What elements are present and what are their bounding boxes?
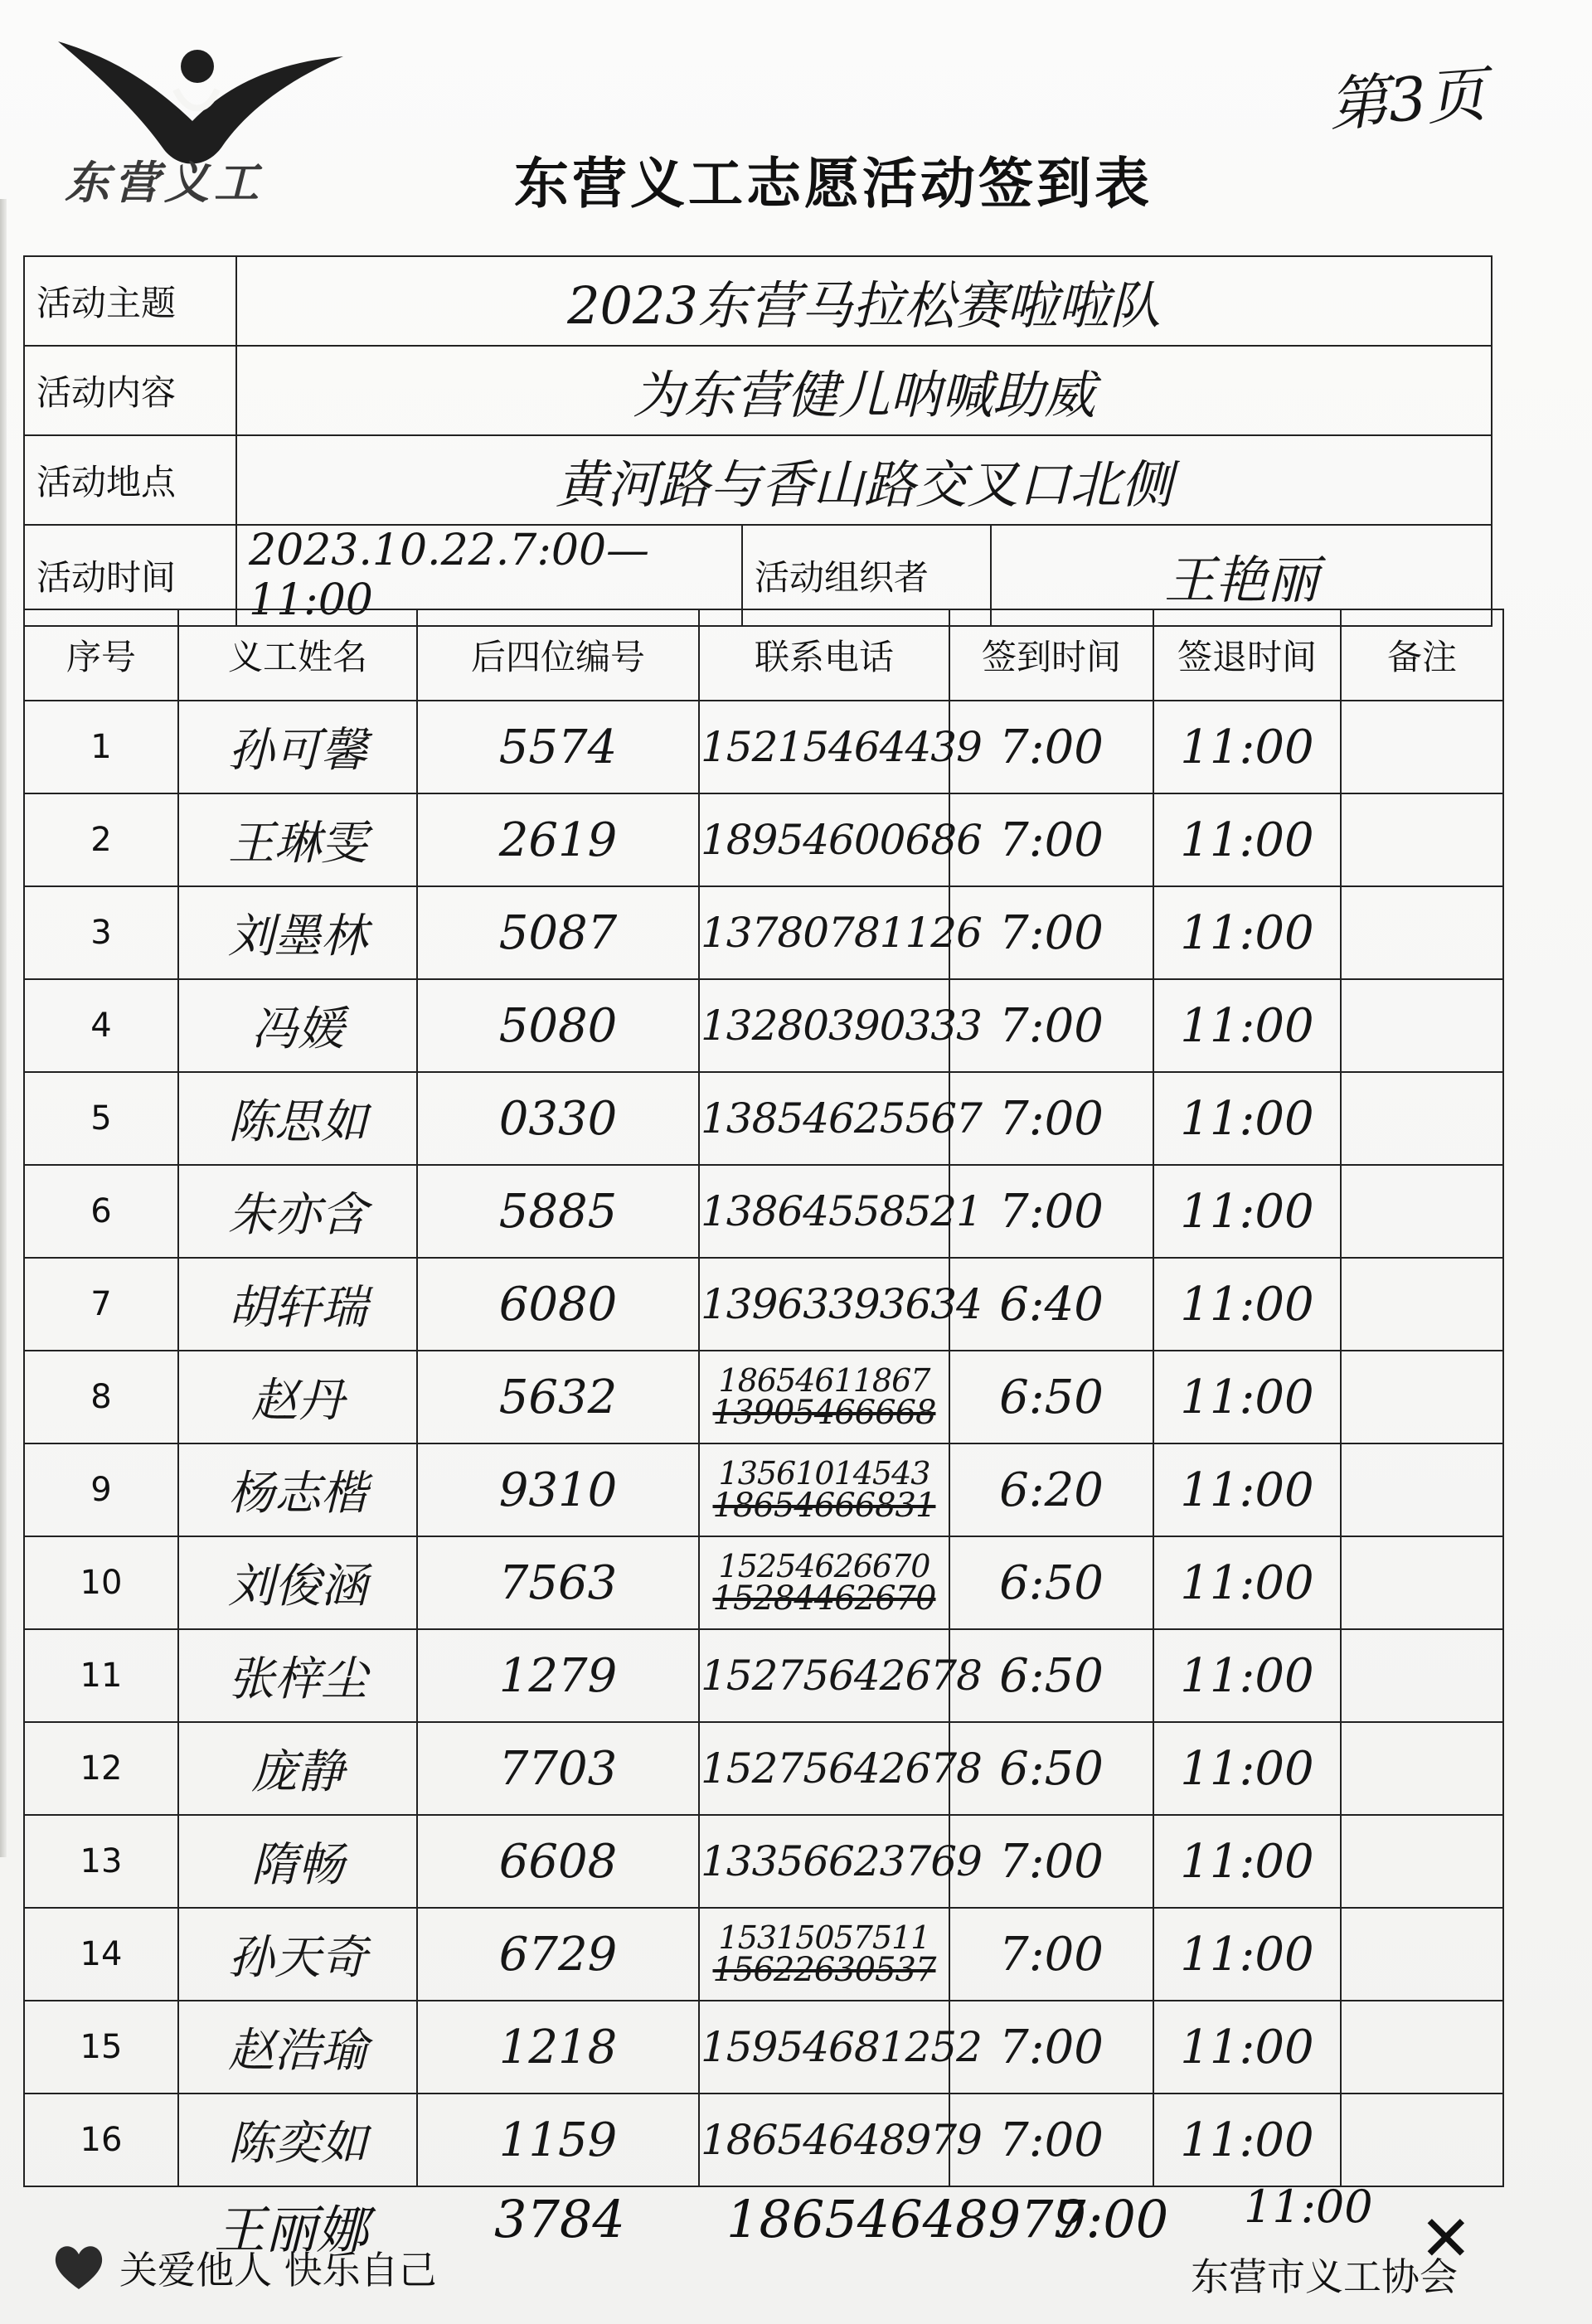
volunteer-name: 朱亦含 bbox=[178, 1165, 417, 1258]
location-label: 活动地点 bbox=[24, 435, 236, 525]
signout-time: 11:00 bbox=[1153, 979, 1341, 1072]
signin-time: 7:00 bbox=[949, 886, 1153, 979]
table-row bbox=[24, 701, 1503, 793]
row-number: 15 bbox=[24, 2001, 178, 2094]
signout-time: 11:00 bbox=[1153, 1815, 1341, 1908]
signout-time: 11:00 bbox=[1153, 1258, 1341, 1351]
table-row bbox=[24, 2094, 1503, 2186]
row-number: 2 bbox=[24, 793, 178, 886]
volunteer-code: 5574 bbox=[417, 701, 699, 793]
signout-time: 11:00 bbox=[1153, 1722, 1341, 1815]
volunteer-code: 7563 bbox=[417, 1536, 699, 1629]
table-row bbox=[24, 1258, 1503, 1351]
signin-time: 7:00 bbox=[949, 2094, 1153, 2186]
signin-time: 7:00 bbox=[949, 1908, 1153, 2001]
row-number: 11 bbox=[24, 1629, 178, 1722]
volunteer-code: 5087 bbox=[417, 886, 699, 979]
volunteer-code: 6608 bbox=[417, 1815, 699, 1908]
phone-cell bbox=[699, 701, 982, 793]
col-header-signout-time: 签退时间 bbox=[1153, 609, 1341, 701]
signin-time: 7:00 bbox=[949, 2001, 1153, 2094]
phone-number: 13356623769 bbox=[701, 1837, 982, 1885]
note-cell bbox=[1341, 886, 1503, 979]
note-cell bbox=[1341, 1351, 1503, 1443]
row-number: 3 bbox=[24, 886, 178, 979]
phone-number: 18654648979 bbox=[701, 2116, 982, 2164]
volunteer-signin-table bbox=[23, 609, 1504, 2187]
phone-cell bbox=[699, 886, 982, 979]
time-label: 活动时间 bbox=[24, 525, 236, 626]
table-row bbox=[24, 1536, 1503, 1629]
row-number: 1 bbox=[24, 701, 178, 793]
signin-time: 7:00 bbox=[949, 701, 1153, 793]
volunteer-name: 刘俊涵 bbox=[178, 1536, 417, 1629]
slogan-text: 关爱他人 快乐自己 bbox=[119, 2248, 437, 2292]
table-row bbox=[24, 1351, 1503, 1443]
page-number-handwritten: 第3页 bbox=[1326, 59, 1488, 140]
table-row bbox=[24, 1815, 1503, 1908]
note-cell bbox=[1341, 1629, 1503, 1722]
phone-cell bbox=[699, 2094, 982, 2186]
note-cell bbox=[1341, 1258, 1503, 1351]
volunteer-name: 刘墨林 bbox=[178, 886, 417, 979]
phone-cell bbox=[699, 979, 982, 1072]
phone-number: 18954600686 bbox=[701, 816, 982, 864]
volunteer-name: 杨志楷 bbox=[178, 1443, 417, 1536]
volunteer-name: 庞静 bbox=[178, 1722, 417, 1815]
phone-cell bbox=[699, 1536, 949, 1629]
volunteer-code: 5080 bbox=[417, 979, 699, 1072]
phone-cell bbox=[699, 1258, 982, 1351]
table-row bbox=[24, 886, 1503, 979]
phone-cell bbox=[699, 1722, 982, 1815]
table-header-row bbox=[24, 609, 1503, 701]
table-row bbox=[24, 979, 1503, 1072]
volunteer-code: 5632 bbox=[417, 1351, 699, 1443]
signin-time: 7:00 bbox=[949, 1072, 1153, 1165]
note-cell bbox=[1341, 2001, 1503, 2094]
row-number: 6 bbox=[24, 1165, 178, 1258]
organizer-label: 活动组织者 bbox=[742, 525, 991, 626]
volunteer-code: 0330 bbox=[417, 1072, 699, 1165]
volunteer-name: 陈奕如 bbox=[178, 2094, 417, 2186]
phone-number: 15275642678 bbox=[701, 1652, 982, 1700]
table-row bbox=[24, 1908, 1503, 2001]
row-number: 9 bbox=[24, 1443, 178, 1536]
phone-cell bbox=[699, 1908, 949, 2001]
note-cell bbox=[1341, 701, 1503, 793]
volunteer-name: 张梓尘 bbox=[178, 1629, 417, 1722]
phone-number: 13864558521 bbox=[701, 1187, 982, 1235]
row-number: 13 bbox=[24, 1815, 178, 1908]
location-value: 黄河路与香山路交叉口北侧 bbox=[236, 435, 1492, 525]
phone-cell bbox=[699, 1443, 949, 1536]
phone-cell bbox=[699, 793, 982, 886]
activity-info-table bbox=[23, 255, 1492, 627]
row-number: 7 bbox=[24, 1258, 178, 1351]
volunteer-code: 7703 bbox=[417, 1722, 699, 1815]
volunteer-name: 赵丹 bbox=[178, 1351, 417, 1443]
volunteer-code: 1159 bbox=[417, 2094, 699, 2186]
volunteer-name: 孙天奇 bbox=[178, 1908, 417, 2001]
phone-corrected: 15254626670 bbox=[718, 1548, 930, 1584]
signout-time: 11:00 bbox=[1153, 1351, 1341, 1443]
phone-corrected: 15315057511 bbox=[718, 1919, 930, 1956]
signin-time: 7:00 bbox=[949, 979, 1153, 1072]
note-cell bbox=[1341, 1908, 1503, 2001]
signout-time: 11:00 bbox=[1153, 1443, 1341, 1536]
phone-corrected: 13561014543 bbox=[718, 1455, 930, 1492]
phone-number: 13963393634 bbox=[701, 1280, 982, 1328]
volunteer-code: 2619 bbox=[417, 793, 699, 886]
signin-time: 6:40 bbox=[949, 1258, 1153, 1351]
note-cell bbox=[1341, 1443, 1503, 1536]
page-title: 东营义工志愿活动签到表 bbox=[514, 152, 1153, 216]
signin-time: 7:00 bbox=[949, 1815, 1153, 1908]
phone-number: 15215464439 bbox=[701, 723, 982, 771]
signin-time: 6:20 bbox=[949, 1443, 1153, 1536]
row-number: 12 bbox=[24, 1722, 178, 1815]
table-row bbox=[24, 1165, 1503, 1258]
phone-number: 13854625567 bbox=[701, 1094, 982, 1143]
volunteer-code: 5885 bbox=[417, 1165, 699, 1258]
binder-edge bbox=[0, 199, 7, 1857]
signin-time: 6:50 bbox=[949, 1536, 1153, 1629]
organization-name: 东营市义工协会 bbox=[1191, 2254, 1458, 2299]
extra-row-signin: 7:00 bbox=[1053, 2189, 1169, 2249]
phone-cell bbox=[699, 1072, 982, 1165]
phone-cell bbox=[699, 1351, 949, 1443]
row-number: 14 bbox=[24, 1908, 178, 2001]
signout-time: 11:00 bbox=[1153, 701, 1341, 793]
table-row bbox=[24, 1722, 1503, 1815]
row-number: 10 bbox=[24, 1536, 178, 1629]
content-label: 活动内容 bbox=[24, 346, 236, 435]
volunteer-name: 冯媛 bbox=[178, 979, 417, 1072]
note-cell bbox=[1341, 793, 1503, 886]
cross-mark-icon: ✕ bbox=[1420, 2201, 1473, 2275]
col-header-note: 备注 bbox=[1341, 609, 1503, 701]
row-number: 16 bbox=[24, 2094, 178, 2186]
col-header-code: 后四位编号 bbox=[417, 609, 699, 701]
table-row bbox=[24, 1072, 1503, 1165]
row-number: 4 bbox=[24, 979, 178, 1072]
phone-cell bbox=[699, 1629, 982, 1722]
footer-slogan bbox=[51, 2240, 437, 2295]
col-header-number: 序号 bbox=[24, 609, 178, 701]
signin-time: 6:50 bbox=[949, 1722, 1153, 1815]
content-value: 为东营健儿呐喊助威 bbox=[236, 346, 1492, 435]
volunteer-name: 隋畅 bbox=[178, 1815, 417, 1908]
signout-time: 11:00 bbox=[1153, 2001, 1341, 2094]
signin-time: 6:50 bbox=[949, 1351, 1153, 1443]
volunteer-code: 1218 bbox=[417, 2001, 699, 2094]
signin-time: 7:00 bbox=[949, 793, 1153, 886]
phone-number: 15954681252 bbox=[701, 2023, 982, 2071]
note-cell bbox=[1341, 1815, 1503, 1908]
extra-row-phone: 18654648979 bbox=[726, 2189, 1086, 2249]
note-cell bbox=[1341, 1536, 1503, 1629]
signout-time: 11:00 bbox=[1153, 1072, 1341, 1165]
volunteer-name: 胡轩瑞 bbox=[178, 1258, 417, 1351]
phone-struck: 18654666831 bbox=[712, 1487, 936, 1525]
note-cell bbox=[1341, 2094, 1503, 2186]
phone-corrected: 18654611867 bbox=[718, 1362, 930, 1399]
theme-label: 活动主题 bbox=[24, 256, 236, 346]
extra-row-signout: 11:00 bbox=[1244, 2181, 1373, 2233]
phone-number: 13780781126 bbox=[701, 909, 982, 957]
time-value: 2023.10.22.7:00—11:00 bbox=[236, 525, 742, 626]
signout-time: 11:00 bbox=[1153, 1629, 1341, 1722]
table-row bbox=[24, 793, 1503, 886]
volunteer-name: 赵浩瑜 bbox=[178, 2001, 417, 2094]
table-row bbox=[24, 1629, 1503, 1722]
phone-cell bbox=[699, 2001, 982, 2094]
signout-time: 11:00 bbox=[1153, 2094, 1341, 2186]
phone-struck: 15284462670 bbox=[712, 1579, 936, 1618]
volunteer-name: 孙可馨 bbox=[178, 701, 417, 793]
table-row bbox=[24, 1443, 1503, 1536]
volunteer-name: 王琳雯 bbox=[178, 793, 417, 886]
note-cell bbox=[1341, 1072, 1503, 1165]
table-row bbox=[24, 2001, 1503, 2094]
phone-cell bbox=[699, 1165, 982, 1258]
volunteer-code: 6729 bbox=[417, 1908, 699, 2001]
col-header-signin-time: 签到时间 bbox=[949, 609, 1153, 701]
extra-row-code: 3784 bbox=[494, 2189, 625, 2249]
signout-time: 11:00 bbox=[1153, 886, 1341, 979]
theme-value: 2023东营马拉松赛啦啦队 bbox=[236, 256, 1492, 346]
signout-time: 11:00 bbox=[1153, 793, 1341, 886]
volunteer-code: 1279 bbox=[417, 1629, 699, 1722]
organizer-value: 王艳丽 bbox=[991, 525, 1492, 626]
phone-struck: 15622630537 bbox=[712, 1951, 936, 1989]
signin-time: 7:00 bbox=[949, 1165, 1153, 1258]
note-cell bbox=[1341, 1722, 1503, 1815]
volunteer-name: 陈思如 bbox=[178, 1072, 417, 1165]
col-header-phone: 联系电话 bbox=[699, 609, 949, 701]
phone-struck: 13905466668 bbox=[712, 1394, 936, 1432]
note-cell bbox=[1341, 1165, 1503, 1258]
note-cell bbox=[1341, 979, 1503, 1072]
row-number: 8 bbox=[24, 1351, 178, 1443]
volunteer-code: 9310 bbox=[417, 1443, 699, 1536]
extra-row-name: 王丽娜 bbox=[214, 2200, 369, 2260]
phone-number: 15275642678 bbox=[701, 1744, 982, 1793]
row-number: 5 bbox=[24, 1072, 178, 1165]
signout-time: 11:00 bbox=[1153, 1536, 1341, 1629]
heart-icon bbox=[51, 2243, 106, 2292]
phone-number: 13280390333 bbox=[701, 1002, 982, 1050]
signout-time: 11:00 bbox=[1153, 1165, 1341, 1258]
volunteer-code: 6080 bbox=[417, 1258, 699, 1351]
signout-time: 11:00 bbox=[1153, 1908, 1341, 2001]
signin-time: 6:50 bbox=[949, 1629, 1153, 1722]
logo-text: 东营义工 bbox=[65, 156, 264, 209]
col-header-name: 义工姓名 bbox=[178, 609, 417, 701]
phone-cell bbox=[699, 1815, 982, 1908]
